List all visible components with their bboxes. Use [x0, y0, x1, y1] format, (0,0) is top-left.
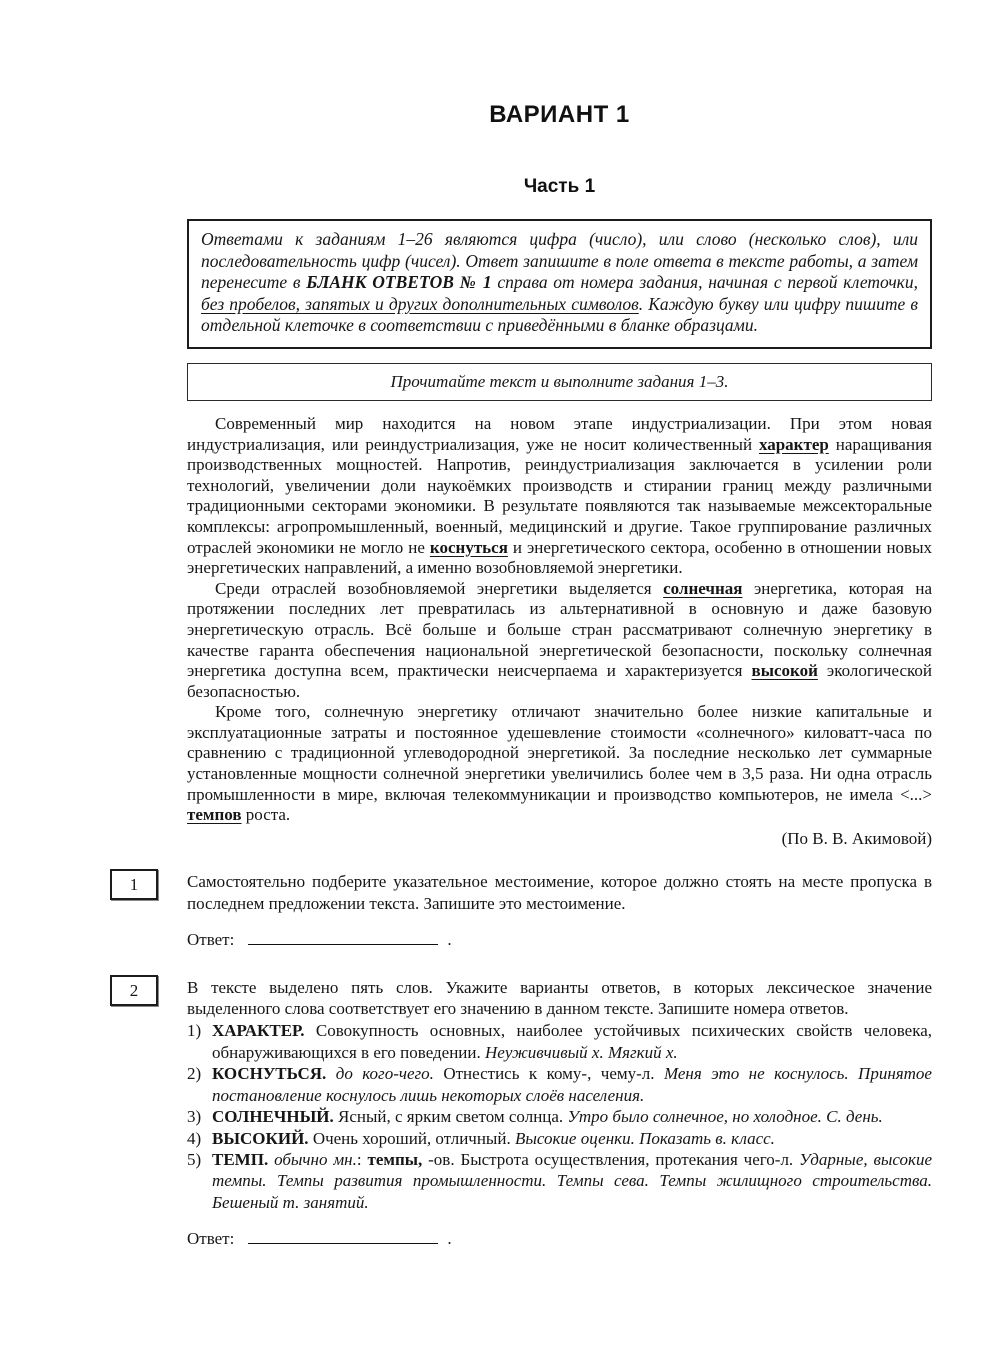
- task-1-answer-suffix: .: [447, 930, 452, 950]
- option-3-text: СОЛНЕЧНЫЙ. Ясный, с ярким светом солнца. Утро было солнечное, но холодное. С. день.: [212, 1107, 883, 1127]
- task-2-answer-blank: [248, 1229, 438, 1244]
- passage-paragraph-2: Среди отраслей возобновляемой энергетики выделяется солнечная энергетика, которая на протяжении последних лет превратилась из альтернативной в основную и даже базовую энергетическую отрасль. Всё больше и больше стран рассматривают солнечную энергетику в качестве гаранта обеспечения национальной энергетической безопасности, поскольку солнечная энергетика доступна всем, практически неисчерпаема и характеризуется высокой экологической безопасностью.: [187, 578, 932, 701]
- passage-attribution: (По В. В. Акимовой): [781, 828, 932, 848]
- passage-paragraph-1: Современный мир находится на новом этапе индустриализации. При этом новая индустриализация, или реиндустриализация, уже не носит количественный характер наращивания производственных мощностей. Напротив, реиндустриализация заключается в усилении роли технологий, увеличении доли наукоёмких производств и стирании границ между различными традиционными секторами экономики. В результате появляются так называемые межсекторальные комплексы: агропромышленный, военный, медицинский и другие. Такое группирование различных отраслей экономики не могло не коснуться и энергетического сектора, особенно в отношении новых энергетических направлений, а именно возобновляемой энергетики.: [187, 413, 932, 578]
- task-2-option-4: [187, 1128, 932, 1149]
- option-4-marker: 4): [187, 1128, 202, 1148]
- task-2-option-2: [187, 1063, 932, 1106]
- passage: [187, 414, 932, 849]
- option-4-text: ВЫСОКИЙ. Очень хороший, отличный. Высокие оценки. Показать в. класс.: [212, 1128, 775, 1148]
- task-2-option-3: [187, 1106, 932, 1127]
- task-2-answer-suffix: .: [447, 1229, 452, 1249]
- part-title: Часть 1: [523, 176, 596, 197]
- passage-paragraph-3: Кроме того, солнечную энергетику отличают значительно более низкие капитальные и эксплуатационные затраты и постоянное удешевление стоимости «солнечного» киловатт-часа по сравнению с традиционной углеводородной энергетикой. За последние несколько лет суммарные установленные мощности солнечной энергетики увеличились более чем в 3,5 раза. Ни одна отрасль промышленности в мире, включая телекоммуникации и производство компьютеров, не имела <...> темпов роста.: [187, 702, 932, 825]
- option-5-text: ТЕМП. обычно мн.: темпы, -ов. Быстрота осуществления, протекания чего-л. Ударные, высокие темпы. Темпы развития промышленности. Темпы сева. Темпы жилищного строительства. Бешеный т. занятий.: [212, 1149, 932, 1212]
- task-2-text: В тексте выделено пять слов. Укажите варианты ответов, в которых лексическое значение выделенного слова соответствует его значению в данном тексте. Запишите номера ответов.: [187, 977, 932, 1019]
- option-1-marker: 1): [187, 1021, 202, 1041]
- option-1-text: ХАРАКТЕР. Совокупность основных, наиболее устойчивых психических свойств человека, обнаруживающихся в его поведении. Неуживчивый х. Мягкий х.: [212, 1021, 932, 1062]
- variant-title: ВАРИАНТ 1: [489, 101, 630, 128]
- option-2-marker: 2): [187, 1064, 202, 1084]
- instructions-box: [187, 219, 932, 349]
- task-1-number-box: 1: [110, 869, 158, 900]
- instructions-text: Ответами к заданиям 1–26 являются цифра (число), или слово (несколько слов), или последовательность цифр (чисел). Ответ запишите в поле ответа в тексте работы, а затем перенесите в БЛАНК ОТВЕТОВ № 1 справа от номера задания, начиная с первой клеточки, без пробелов, запятых и других дополнительных символов. Каждую букву или цифру пишите в отдельной клеточке в соответствии с приведёнными в бланке образцами.: [201, 229, 918, 336]
- read-instruction-text: Прочитайте текст и выполните задания 1–3.: [390, 371, 729, 391]
- task-1-answer-blank: [248, 930, 438, 945]
- task-1-text: Самостоятельно подберите указательное местоимение, которое должно стоять на месте пропуска в последнем предложении текста. Запишите это местоимение.: [187, 872, 932, 913]
- task-2-option-5: [187, 1149, 932, 1213]
- task-2-option-1: [187, 1020, 932, 1063]
- task-1: [129, 871, 932, 950]
- option-2-text: КОСНУТЬСЯ. до кого-чего. Отнестись к кому-, чему-л. Меня это не коснулось. Принятое постановление коснулось лишь некоторых слоёв населения.: [212, 1064, 932, 1105]
- task-2-number-box: 2: [110, 975, 158, 1006]
- task-2: [129, 977, 932, 1250]
- option-3-marker: 3): [187, 1107, 202, 1127]
- task-2-answer-label: Ответ:: [187, 1229, 235, 1249]
- option-5-marker: 5): [187, 1149, 202, 1169]
- task-2-answer-row: [187, 1228, 932, 1249]
- task-2-options: [187, 1020, 932, 1213]
- read-instruction-box: [187, 363, 932, 401]
- task-1-answer-row: [187, 929, 932, 950]
- task-1-answer-label: Ответ:: [187, 930, 235, 950]
